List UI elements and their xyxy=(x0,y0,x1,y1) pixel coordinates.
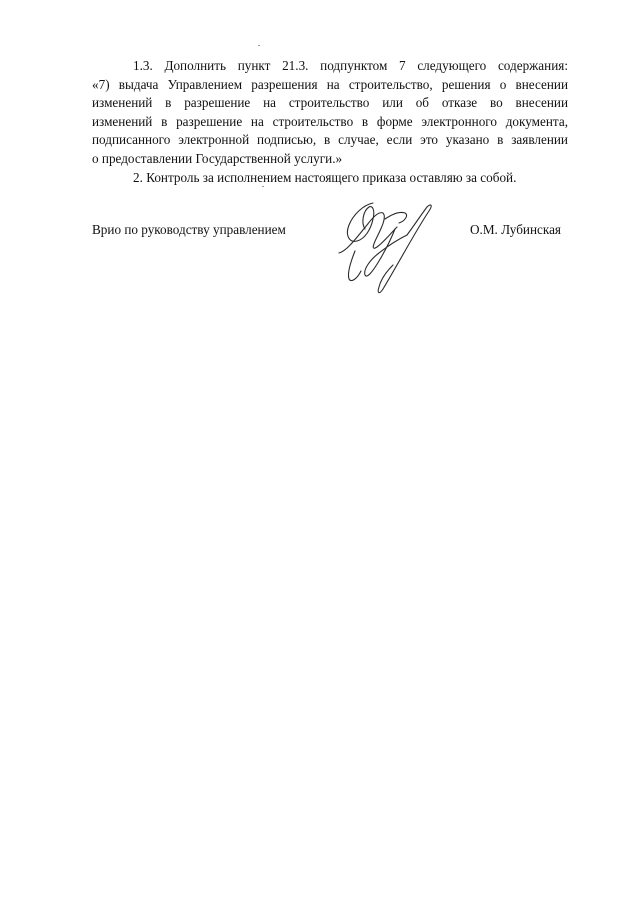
scan-speck xyxy=(258,45,260,46)
paragraph-1-line-3: изменений в разрешение на строительство или об отказе во внесении xyxy=(92,95,568,111)
paragraph-1-line-4: изменений в разрешение на строительство в форме электронного документа, xyxy=(92,113,568,129)
signatory-position: Врио по руководству управлением xyxy=(92,222,286,237)
paragraph-1-line-6: о предоставлении Государственной услуги.» xyxy=(92,150,343,166)
document-body xyxy=(92,57,568,187)
paragraph-1-line-5: подписанного электронной подписью, в случае, если это указано в заявлении xyxy=(92,132,568,148)
signatory-name: О.М. Лубинская xyxy=(470,222,561,237)
paragraph-1-line-2: «7) выдача Управлением разрешения на строительство, решения о внесении xyxy=(92,76,568,92)
paragraph-1-line-1: 1.3. Дополнить пункт 21.3. подпунктом 7 следующего содержания: xyxy=(133,58,568,73)
signature-block xyxy=(92,221,568,241)
paragraph-2-line-1: 2. Контроль за исполнением настоящего приказа оставляю за собой. xyxy=(133,169,517,185)
handwritten-signature xyxy=(333,193,439,305)
